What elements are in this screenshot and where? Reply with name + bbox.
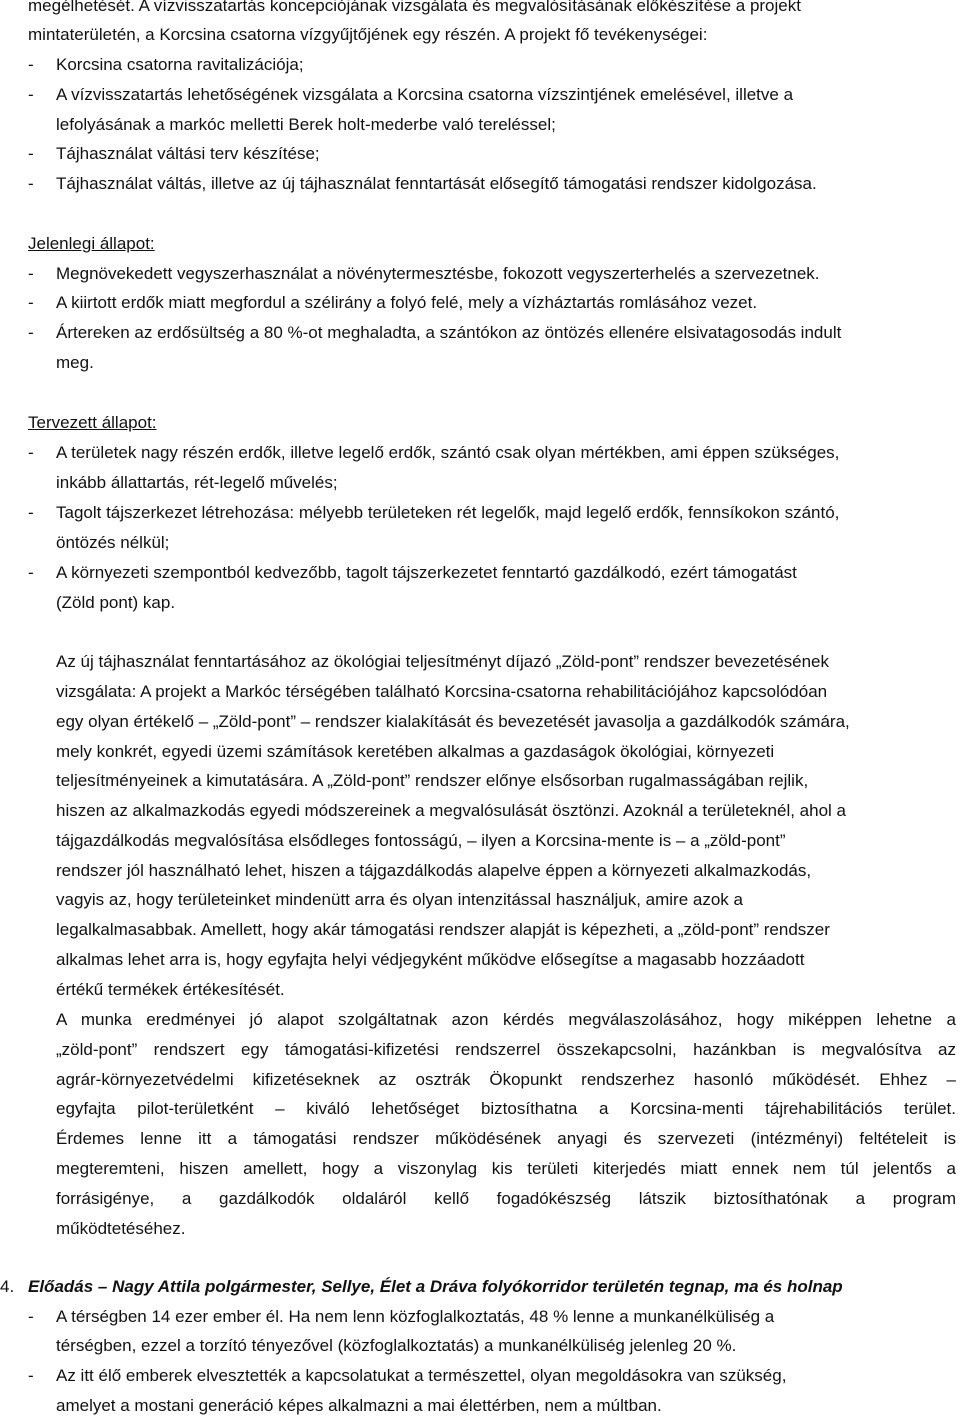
paragraph-line: egy olyan értékelő – „Zöld-pont” – rendszer kialakítását és bevezetését javasolja a gazdálkodók számára,: [56, 712, 850, 731]
paragraph-line: teljesítményeinek a kimutatására. A „Zöld-pont” rendszer előnye elsősorban rugalmasságában rejlik,: [56, 771, 809, 790]
section-title: Előadás – Nagy Attila polgármester, Sellye, Élet a Dráva folyókorridor területén tegnap, ma és holnap: [28, 1277, 843, 1296]
list-item-continuation: öntözés nélkül;: [56, 533, 170, 552]
list-item: A területek nagy részén erdők, illetve legelő erdők, szántó csak olyan mértékben, ami éppen szükséges,: [56, 443, 840, 462]
list-dash: -: [28, 443, 34, 462]
paragraph-line: vizsgálata: A projekt a Markóc térségében található Korcsina-csatorna rehabilitációjához kapcsolódóan: [56, 682, 828, 701]
paragraph-line: Az új tájhasználat fenntartásához az ökológiai teljesítményt díjazó „Zöld-pont” rendszer bevezetésének: [56, 652, 829, 671]
list-item: Megnövekedett vegyszerhasználat a növénytermesztésbe, fokozott vegyszerterhelés a szervezetnek.: [56, 264, 820, 283]
list-item-continuation: amelyet a mostani generáció képes alkalmazni a mai élettérben, nem a múltban.: [56, 1396, 662, 1415]
paragraph-line: forrásigénye, a gazdálkodók oldaláról kellő fogadókészség látszik biztosíthatónak a program: [56, 1189, 956, 1208]
list-dash: -: [28, 563, 34, 582]
intro-line: mintaterületén, a Korcsina csatorna vízgyűjtőjének egy részén. A projekt fő tevékenységei:: [28, 25, 708, 44]
list-dash: -: [28, 293, 34, 312]
list-dash: -: [28, 1307, 34, 1326]
list-item-continuation: lefolyásának a markóc melletti Berek holt-mederbe való tereléssel;: [56, 115, 556, 134]
list-dash: -: [28, 55, 34, 74]
list-dash: -: [28, 174, 34, 193]
list-item: A kiirtott erdők miatt megfordul a szélirány a folyó felé, mely a vízháztartás romlásához vezet.: [56, 293, 758, 312]
list-item: Tájhasználat váltás, illetve az új tájhasználat fenntartását elősegítő támogatási rendszer kidolgozása.: [56, 174, 817, 193]
list-dash: -: [28, 144, 34, 163]
list-item: Tagolt tájszerkezet létrehozása: mélyebb területeken rét legelők, majd legelő erdők, fennsíkokon szántó,: [56, 503, 840, 522]
paragraph-line: Érdemes lenne itt a támogatási rendszer működésének anyagi és szervezeti (intézményi) feltételeit is: [56, 1129, 956, 1148]
paragraph-line: megteremteni, hiszen amellett, hogy a viszonylag kis területi kiterjedés miatt ennek nem túl jelentős a: [56, 1159, 956, 1178]
list-dash: -: [28, 85, 34, 104]
list-item-continuation: térségben, ezzel a torzító tényezővel (közfoglalkoztatás) a munkanélküliség jelenleg 20 %.: [56, 1336, 737, 1355]
paragraph-line: működtetéséhez.: [56, 1219, 186, 1238]
paragraph-line: legalkalmasabbak. Amellett, hogy akár támogatási rendszer alapját is képezheti, a „zöld-pont” rendszer: [56, 920, 830, 939]
paragraph-line: hiszen az alkalmazkodás egyedi módszereinek a megvalósulását ösztönzi. Azoknál a területeknél, ahol a: [56, 801, 847, 820]
planned-state-heading: Tervezett állapot:: [28, 413, 157, 432]
list-dash: -: [28, 503, 34, 522]
paragraph-line: rendszer jól használható lehet, hiszen a tájgazdálkodás alapelve éppen a környezeti alkalmazkodás,: [56, 861, 812, 880]
list-item: Az itt élő emberek elvesztették a kapcsolatukat a természettel, olyan megoldásokra van szükség,: [56, 1366, 787, 1385]
list-item-continuation: meg.: [56, 353, 94, 372]
paragraph-line: „zöld-pont” rendszert egy támogatási-kifizetési rendszerrel összekapcsolni, hazánkban is megvalósítva az: [56, 1040, 956, 1059]
paragraph-line: tájgazdálkodás megvalósítása elsődleges fontosságú, – ilyen a Korcsina-mente is – a „zöld-pont”: [56, 831, 786, 850]
paragraph-line: értékű termékek értékesítését.: [56, 980, 285, 999]
list-item-continuation: inkább állattartás, rét-legelő művelés;: [56, 473, 338, 492]
paragraph-line: mely konkrét, egyedi üzemi számítások keretében alkalmas a gazdaságok ökológiai, környezeti: [56, 742, 775, 761]
list-dash: -: [28, 264, 34, 283]
list-item: Ártereken az erdősültség a 80 %-ot meghaladta, a szántókon az öntözés ellenére elsivatagosodás indult: [56, 323, 842, 342]
list-item-continuation: (Zöld pont) kap.: [56, 593, 176, 612]
list-item: Tájhasználat váltási terv készítése;: [56, 144, 320, 163]
paragraph-line: vagyis az, hogy területeinket mindenütt arra és olyan intenzitással használjuk, amire azok a: [56, 890, 743, 909]
paragraph-line: alkalmas lehet arra is, hogy egyfajta helyi védjegyként működve elősegítse a magasabb hozzáadott: [56, 950, 805, 969]
intro-line: megélhetését. A vízvisszatartás koncepciójának vizsgálata és megvalósításának előkészítése a projekt: [28, 0, 801, 15]
list-item: A környezeti szempontból kedvezőbb, tagolt tájszerkezetet fenntartó gazdálkodó, ezért támogatást: [56, 563, 797, 582]
list-item: Korcsina csatorna ravitalizációja;: [56, 55, 304, 74]
current-state-heading: Jelenlegi állapot:: [28, 234, 155, 253]
list-dash: -: [28, 323, 34, 342]
list-item: A térségben 14 ezer ember él. Ha nem lenn közfoglalkoztatás, 48 % lenne a munkanélküliség a: [56, 1307, 775, 1326]
list-dash: -: [28, 1366, 34, 1385]
paragraph-line: A munka eredményei jó alapot szolgáltatnak azon kérdés megválaszolásához, hogy miképpen lehetne a: [56, 1010, 956, 1029]
list-item: A vízvisszatartás lehetőségének vizsgálata a Korcsina csatorna vízszintjének emelésével, illetve a: [56, 85, 794, 104]
paragraph-line: egyfajta pilot-területként – kiváló lehetőséget biztosíthatna a Korcsina-menti tájrehabilitációs terület.: [56, 1099, 956, 1118]
paragraph-line: agrár-környezetvédelmi kifizetéseknek az osztrák Ökopunkt rendszerhez hasonló működését. Ehhez –: [56, 1070, 956, 1089]
section-number: 4.: [0, 1277, 15, 1296]
